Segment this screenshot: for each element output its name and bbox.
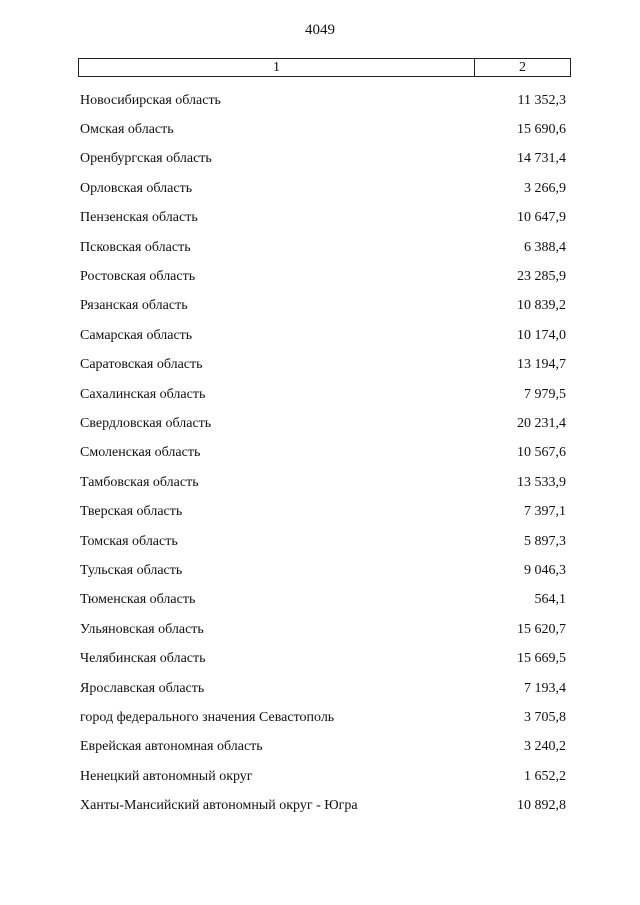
- table-row: [80, 703, 566, 732]
- table-row: [80, 556, 566, 585]
- region-name: Саратовская область: [80, 357, 203, 373]
- region-value: 15 620,7: [517, 621, 566, 637]
- region-value: 7 979,5: [524, 386, 566, 402]
- column-header-2: 2: [519, 59, 526, 75]
- table-row: [80, 321, 566, 350]
- region-name: Ярославская область: [80, 680, 205, 696]
- table-row: [80, 86, 566, 115]
- region-value: 1 652,2: [524, 768, 566, 784]
- table-row: [80, 351, 566, 380]
- table-row: [80, 262, 566, 291]
- region-name: Тверская область: [80, 504, 183, 520]
- region-value: 13 533,9: [517, 474, 566, 490]
- region-value: 3 705,8: [524, 709, 566, 725]
- region-name: Смоленская область: [80, 445, 201, 461]
- region-value: 3 266,9: [524, 180, 566, 196]
- table-row: [80, 468, 566, 497]
- region-value: 13 194,7: [517, 357, 566, 373]
- table-row: [80, 762, 566, 791]
- region-name: Орловская область: [80, 180, 193, 196]
- region-value: 10 839,2: [517, 298, 566, 314]
- region-value: 14 731,4: [517, 151, 566, 167]
- region-value: 10 892,8: [517, 798, 566, 814]
- region-value: 9 046,3: [524, 562, 566, 578]
- region-value: 7 397,1: [524, 504, 566, 520]
- region-value: 564,1: [534, 592, 566, 608]
- region-name: Ростовская область: [80, 269, 196, 285]
- region-name: Ульяновская область: [80, 621, 204, 637]
- region-name: Тюменская область: [80, 592, 196, 608]
- region-name: Сахалинская область: [80, 386, 206, 402]
- region-value: 6 388,4: [524, 239, 566, 255]
- region-name: Ненецкий автономный округ: [80, 768, 253, 784]
- region-name: Томская область: [80, 533, 178, 549]
- region-name: Тульская область: [80, 562, 183, 578]
- page-number: 4049: [305, 22, 335, 38]
- region-name: Ханты-Мансийский автономный округ - Югра: [80, 798, 358, 814]
- region-name: Оренбургская область: [80, 151, 212, 167]
- column-header-1: 1: [79, 59, 475, 76]
- table-row: [80, 145, 566, 174]
- region-value: 10 174,0: [517, 327, 566, 343]
- table-row: [80, 174, 566, 203]
- region-name: город федерального значения Севастополь: [80, 709, 335, 725]
- region-value: 15 669,5: [517, 651, 566, 667]
- table-row: [80, 586, 566, 615]
- region-name: Псковская область: [80, 239, 191, 255]
- region-name: Самарская область: [80, 327, 193, 343]
- table-row: [80, 644, 566, 673]
- region-name: Тамбовская область: [80, 474, 199, 490]
- table-row: [80, 439, 566, 468]
- region-name: Свердловская область: [80, 415, 212, 431]
- region-name: Челябинская область: [80, 651, 206, 667]
- table-row: [80, 615, 566, 644]
- region-value: 15 690,6: [517, 122, 566, 138]
- table-row: [80, 791, 566, 820]
- region-value: 7 193,4: [524, 680, 566, 696]
- region-value: 3 240,2: [524, 739, 566, 755]
- region-name: Рязанская область: [80, 298, 188, 314]
- region-value: 11 352,3: [517, 92, 566, 108]
- table-row: [80, 674, 566, 703]
- table-row: [80, 233, 566, 262]
- table-row: [80, 204, 566, 233]
- region-value: 10 647,9: [517, 210, 566, 226]
- region-name: Еврейская автономная область: [80, 739, 263, 755]
- region-name: Омская область: [80, 122, 174, 138]
- table-row: [80, 497, 566, 526]
- table-header: [78, 58, 571, 77]
- table-row: [80, 527, 566, 556]
- table-row: [80, 115, 566, 144]
- region-name: Пензенская область: [80, 210, 198, 226]
- table-row: [80, 380, 566, 409]
- table-body: [80, 86, 566, 821]
- table-row: [80, 409, 566, 438]
- region-value: 23 285,9: [517, 269, 566, 285]
- region-value: 10 567,6: [517, 445, 566, 461]
- table-row: [80, 733, 566, 762]
- region-value: 5 897,3: [524, 533, 566, 549]
- table-row: [80, 292, 566, 321]
- region-name: Новосибирская область: [80, 92, 221, 108]
- region-value: 20 231,4: [517, 415, 566, 431]
